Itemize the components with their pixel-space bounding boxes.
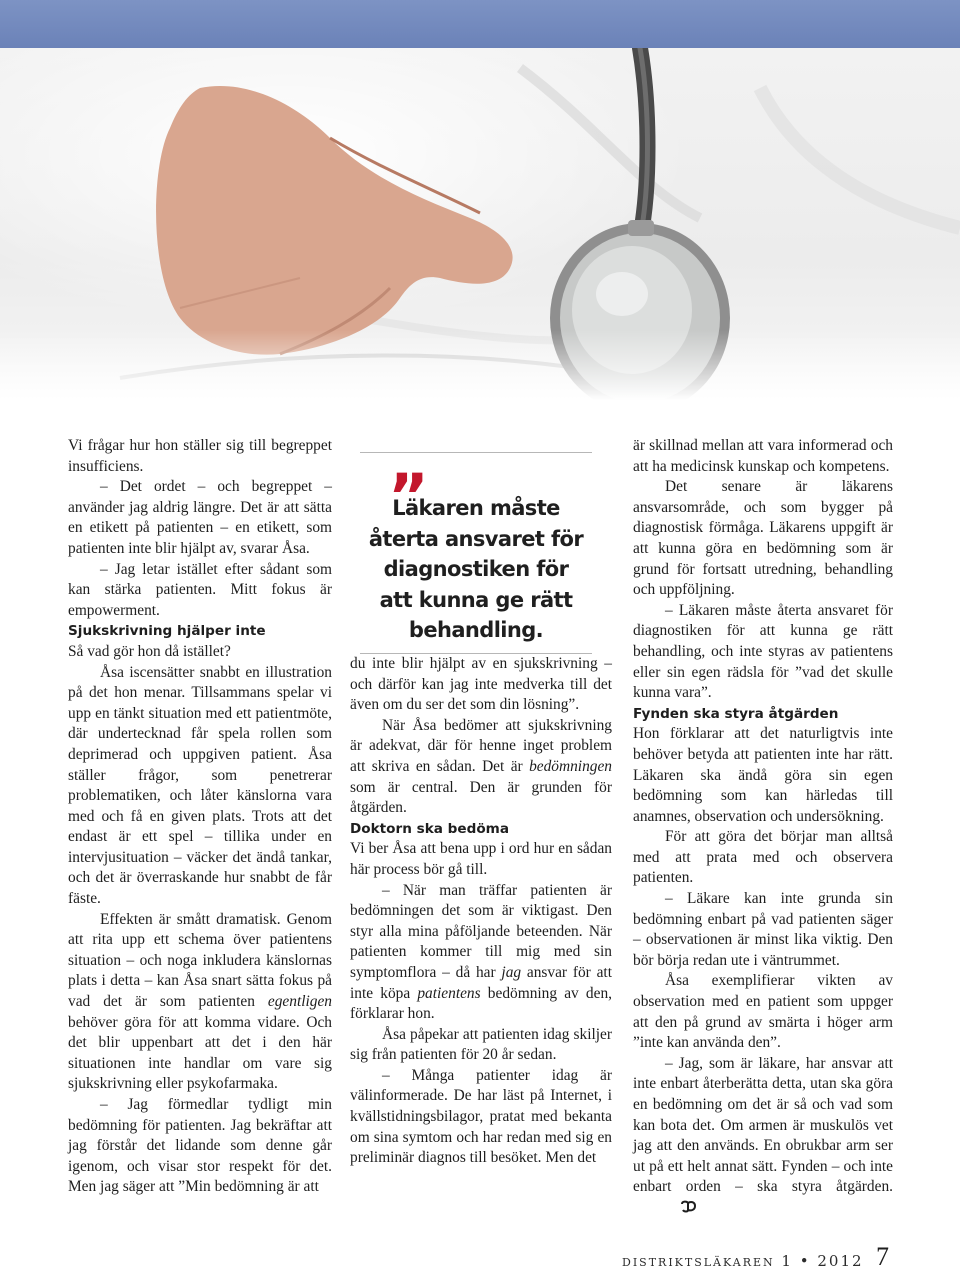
stethoscope-photo bbox=[0, 48, 960, 400]
paragraph: – Det ordet – och begreppet – använder jag aldrig längre. Det är att sätta en etikett på patienten – en etikett, som patienten inte blir hjälpt av, svarar Åsa. bbox=[68, 478, 332, 557]
paragraph: Så vad gör hon då istället? bbox=[68, 642, 231, 660]
emphasis: jag bbox=[501, 963, 522, 981]
paragraph: du inte blir hjälpt av en sjukskrivning – och därför kan jag inte medverka till det även om du ser det som din lösning”. bbox=[350, 655, 612, 714]
section-heading: Doktorn ska bedöma bbox=[350, 820, 510, 837]
paragraph: Vi frågar hur hon ställer sig till begreppet insufficiens. bbox=[68, 437, 332, 475]
paragraph: – Läkare kan inte grunda sin bedömning enbart på vad patienten säger – observationen är minst lika viktig. Den bör börja redan ute i väntrummet. bbox=[633, 890, 893, 969]
paragraph: Det senare är läkarens ansvarsområde, och som bygger på diagnostisk förmåga. Läkarens uppgift är att kunna göra en bedömning som är grund för fortsatt utredning, behandling och uppföljning. bbox=[633, 478, 893, 599]
paragraph bbox=[350, 881, 612, 1025]
quote-mark: ” bbox=[388, 460, 429, 533]
paragraph: För att göra det börjar man alltså med att prata med och observera patienten. bbox=[633, 828, 893, 887]
paragraph bbox=[633, 1054, 893, 1221]
paragraph: Vi ber Åsa att bena upp i ord hur en sådan här process bör gå till. bbox=[350, 840, 612, 878]
pull-quote-line: behandling. bbox=[408, 618, 544, 642]
photo-fade bbox=[0, 330, 960, 400]
top-color-bar bbox=[0, 0, 960, 48]
text-run: ansvar för att inte köpa bbox=[350, 963, 612, 1002]
pull-quote-text bbox=[360, 493, 592, 646]
pull-quote bbox=[360, 452, 592, 654]
paragraph: – Jag letar istället efter sådant som kan stärka patienten. Mitt fokus är empowerment. bbox=[68, 560, 332, 619]
text-run: – Jag, som är läkare, har ansvar att inte enbart återberätta detta, utan ska göra en bedömning om det är så och vad som kan bota det. Om armen är muskulös vet jag att den används. En obrukbar arm ser ut på ett helt annat sätt. Fynden – och inte enbart orden – ska styra åtgärden. bbox=[633, 1054, 893, 1196]
section-heading: Fynden ska styra åtgärden bbox=[633, 705, 839, 722]
pull-quote-line: Läkaren måste bbox=[392, 496, 560, 520]
text-run: som är central. Den är grunden för åtgärden. bbox=[350, 778, 612, 817]
journal-footer: distriktsläkaren 1 • 2012 bbox=[622, 1252, 864, 1270]
emphasis: bedömningen bbox=[529, 757, 612, 775]
paragraph: – Läkaren måste återta ansvaret för diagnostiken för att kunna ge rätt behandling, och inte styras av patientens eller sin egen rädsla för ”vad det skulle kunna vara”. bbox=[633, 601, 893, 702]
paragraph: Åsa exemplifierar vikten av observation med en patient som uppger att den på grund av smärta i höger arm ”inte kan använda den”. bbox=[633, 972, 893, 1052]
column-3 bbox=[633, 436, 893, 1221]
paragraph bbox=[350, 716, 612, 819]
text-run: När Åsa bedömer att sjukskrivning är adekvat, där för henne inget problem att skriva en sådan. Det är bbox=[350, 716, 612, 775]
paragraph: – Jag förmedlar tydligt min bedömning för patienten. Jag bekräftar att jag förstår det lidande som denne går igenom, och visar stor respekt för det. Men jag säger att ”Min bedömning är att bbox=[68, 1096, 332, 1196]
emphasis: patientens bbox=[417, 984, 481, 1002]
text-run: – När man träffar patienten är bedömningen det som är viktigast. Den styr alla mina påföljande beteenden. När patienten kommer till mig med sin symptomflora – då har bbox=[350, 881, 612, 981]
column-1 bbox=[68, 436, 332, 1198]
paragraph bbox=[68, 910, 332, 1095]
column-2 bbox=[350, 436, 612, 1169]
paragraph: Åsa påpekar att patienten idag skiljer sig från patienten för 20 år sedan. bbox=[350, 1025, 612, 1064]
pull-quote-line: återta ansvaret för bbox=[368, 526, 584, 551]
end-of-article-icon bbox=[647, 1200, 697, 1221]
pull-quote-line: att kunna ge rätt bbox=[379, 587, 573, 612]
text-run: Effekten är smått dramatisk. Genom att rita upp ett schema över patientens situation – och noga inkludera känslornas plats i detta – kan Åsa snart sätta fokus på vad det är som patienten bbox=[68, 910, 332, 1011]
paragraph: – Många patienter idag är välinformerade. De har läst på Internet, i kvällstidningsbilagor, pratat med bekanta om sina symtom och har redan med sig en preliminär diagnos till besöket. Men det bbox=[350, 1066, 612, 1167]
text-run: bedömning av den, förklarar hon. bbox=[350, 984, 612, 1023]
text-run: behöver göra för att komma vidare. Och det blir uppenbart att det i den här situationen inte handlar om vare sig sjukskrivning eller psykofarmaka. bbox=[68, 1013, 332, 1093]
emphasis: egentligen bbox=[267, 993, 332, 1011]
paragraph: Hon förklarar att det naturligtvis inte behöver betyda att patienten inte har rätt. Läkaren ska ändå göra sin egen bedömning som kan härledas till anamnes, observation och undersökning. bbox=[633, 725, 893, 825]
section-heading: Sjukskrivning hjälper inte bbox=[68, 623, 266, 640]
page-number: 7 bbox=[876, 1242, 889, 1271]
paragraph: Åsa iscensätter snabbt en illustration på det hon menar. Tillsammans spelar vi upp en tänkt situation med ett patientmöte, där undertecknad får spela rollen som deprimerad och uppgiven patient. Åsa ställer frågor, som penetrerar problematiken, och låter känslorna vara med och få en given plats. Trots att det endast är ett spel – tillika under en intervjusituation – väcker det ändå tankar, och det är överraskande hur snabbt de får fäste. bbox=[68, 663, 332, 908]
paragraph: är skillnad mellan att vara informerad och att ha medicinsk kunskap och kompetens. bbox=[633, 437, 893, 475]
pull-quote-line: diagnostiken för bbox=[383, 557, 569, 581]
